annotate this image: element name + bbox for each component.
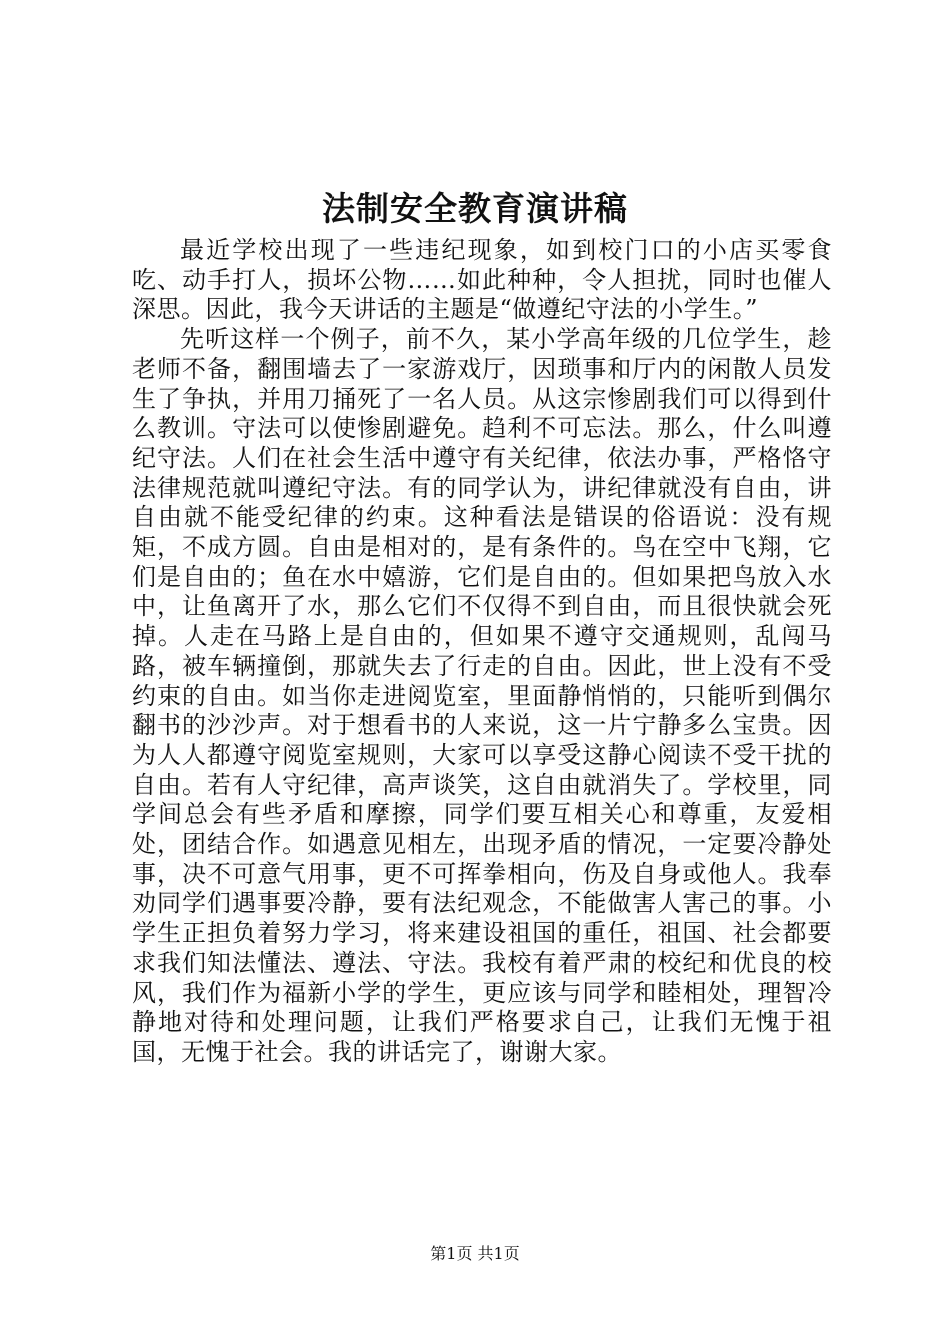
document-body <box>132 236 832 1068</box>
paragraph-intro: 最近学校出现了一些违纪现象，如到校门口的小店买零食吃、动手打人，损坏公物……如此种种，令人担扰，同时也催人深思。因此，我今天讲话的主题是“做遵纪守法的小学生。” <box>132 236 832 324</box>
document-title: 法制安全教育演讲稿 <box>322 189 628 228</box>
page-footer: 第1页 共1页 <box>430 1244 520 1263</box>
paragraph-main: 先听这样一个例子，前不久，某小学高年级的几位学生，趁老师不备，翻围墙去了一家游戏厅，因琐事和厅内的闲散人员发生了争执，并用刀捅死了一名人员。从这宗惨剧我们可以得到什么教训。守法可以使惨剧避免。趋利不可忘法。那么，什么叫遵纪守法。人们在社会生活中遵守有关纪律，依法办事，严格恪守法律规范就叫遵纪守法。有的同学认为，讲纪律就没有自由，讲自由就不能受纪律的约束。这种看法是错误的俗语说：没有规矩，不成方圆。自由是相对的，是有条件的。鸟在空中飞翔，它们是自由的；鱼在水中嬉游，它们是自由的。但如果把鸟放入水中，让鱼离开了水，那么它们不仅得不到自由，而且很快就会死掉。人走在马路上是自由的，但如果不遵守交通规则，乱闯马路，被车辆撞倒，那就失去了行走的自由。因此，世上没有不受约束的自由。如当你走进阅览室，里面静悄悄的，只能听到偶尔翻书的沙沙声。对于想看书的人来说，这一片宁静多么宝贵。因为人人都遵守阅览室规则，大家可以享受这静心阅读不受干扰的自由。若有人守纪律，高声谈笑，这自由就消失了。学校里，同学间总会有些矛盾和摩擦，同学们要互相关心和尊重，友爱相处，团结合作。如遇意见相左，出现矛盾的情况，一定要冷静处事，决不可意气用事，更不可挥拳相向，伤及自身或他人。我奉劝同学们遇事要冷静，要有法纪观念，不能做害人害己的事。小学生正担负着努力学习，将来建设祖国的重任，祖国、社会都要求我们知法懂法、遵法、守法。我校有着严肃的校纪和优良的校风，我们作为福新小学的学生，更应该与同学和睦相处，理智冷静地对待和处理问题，让我们严格要求自己，让我们无愧于祖国，无愧于社会。我的讲话完了，谢谢大家。 <box>132 325 832 1066</box>
